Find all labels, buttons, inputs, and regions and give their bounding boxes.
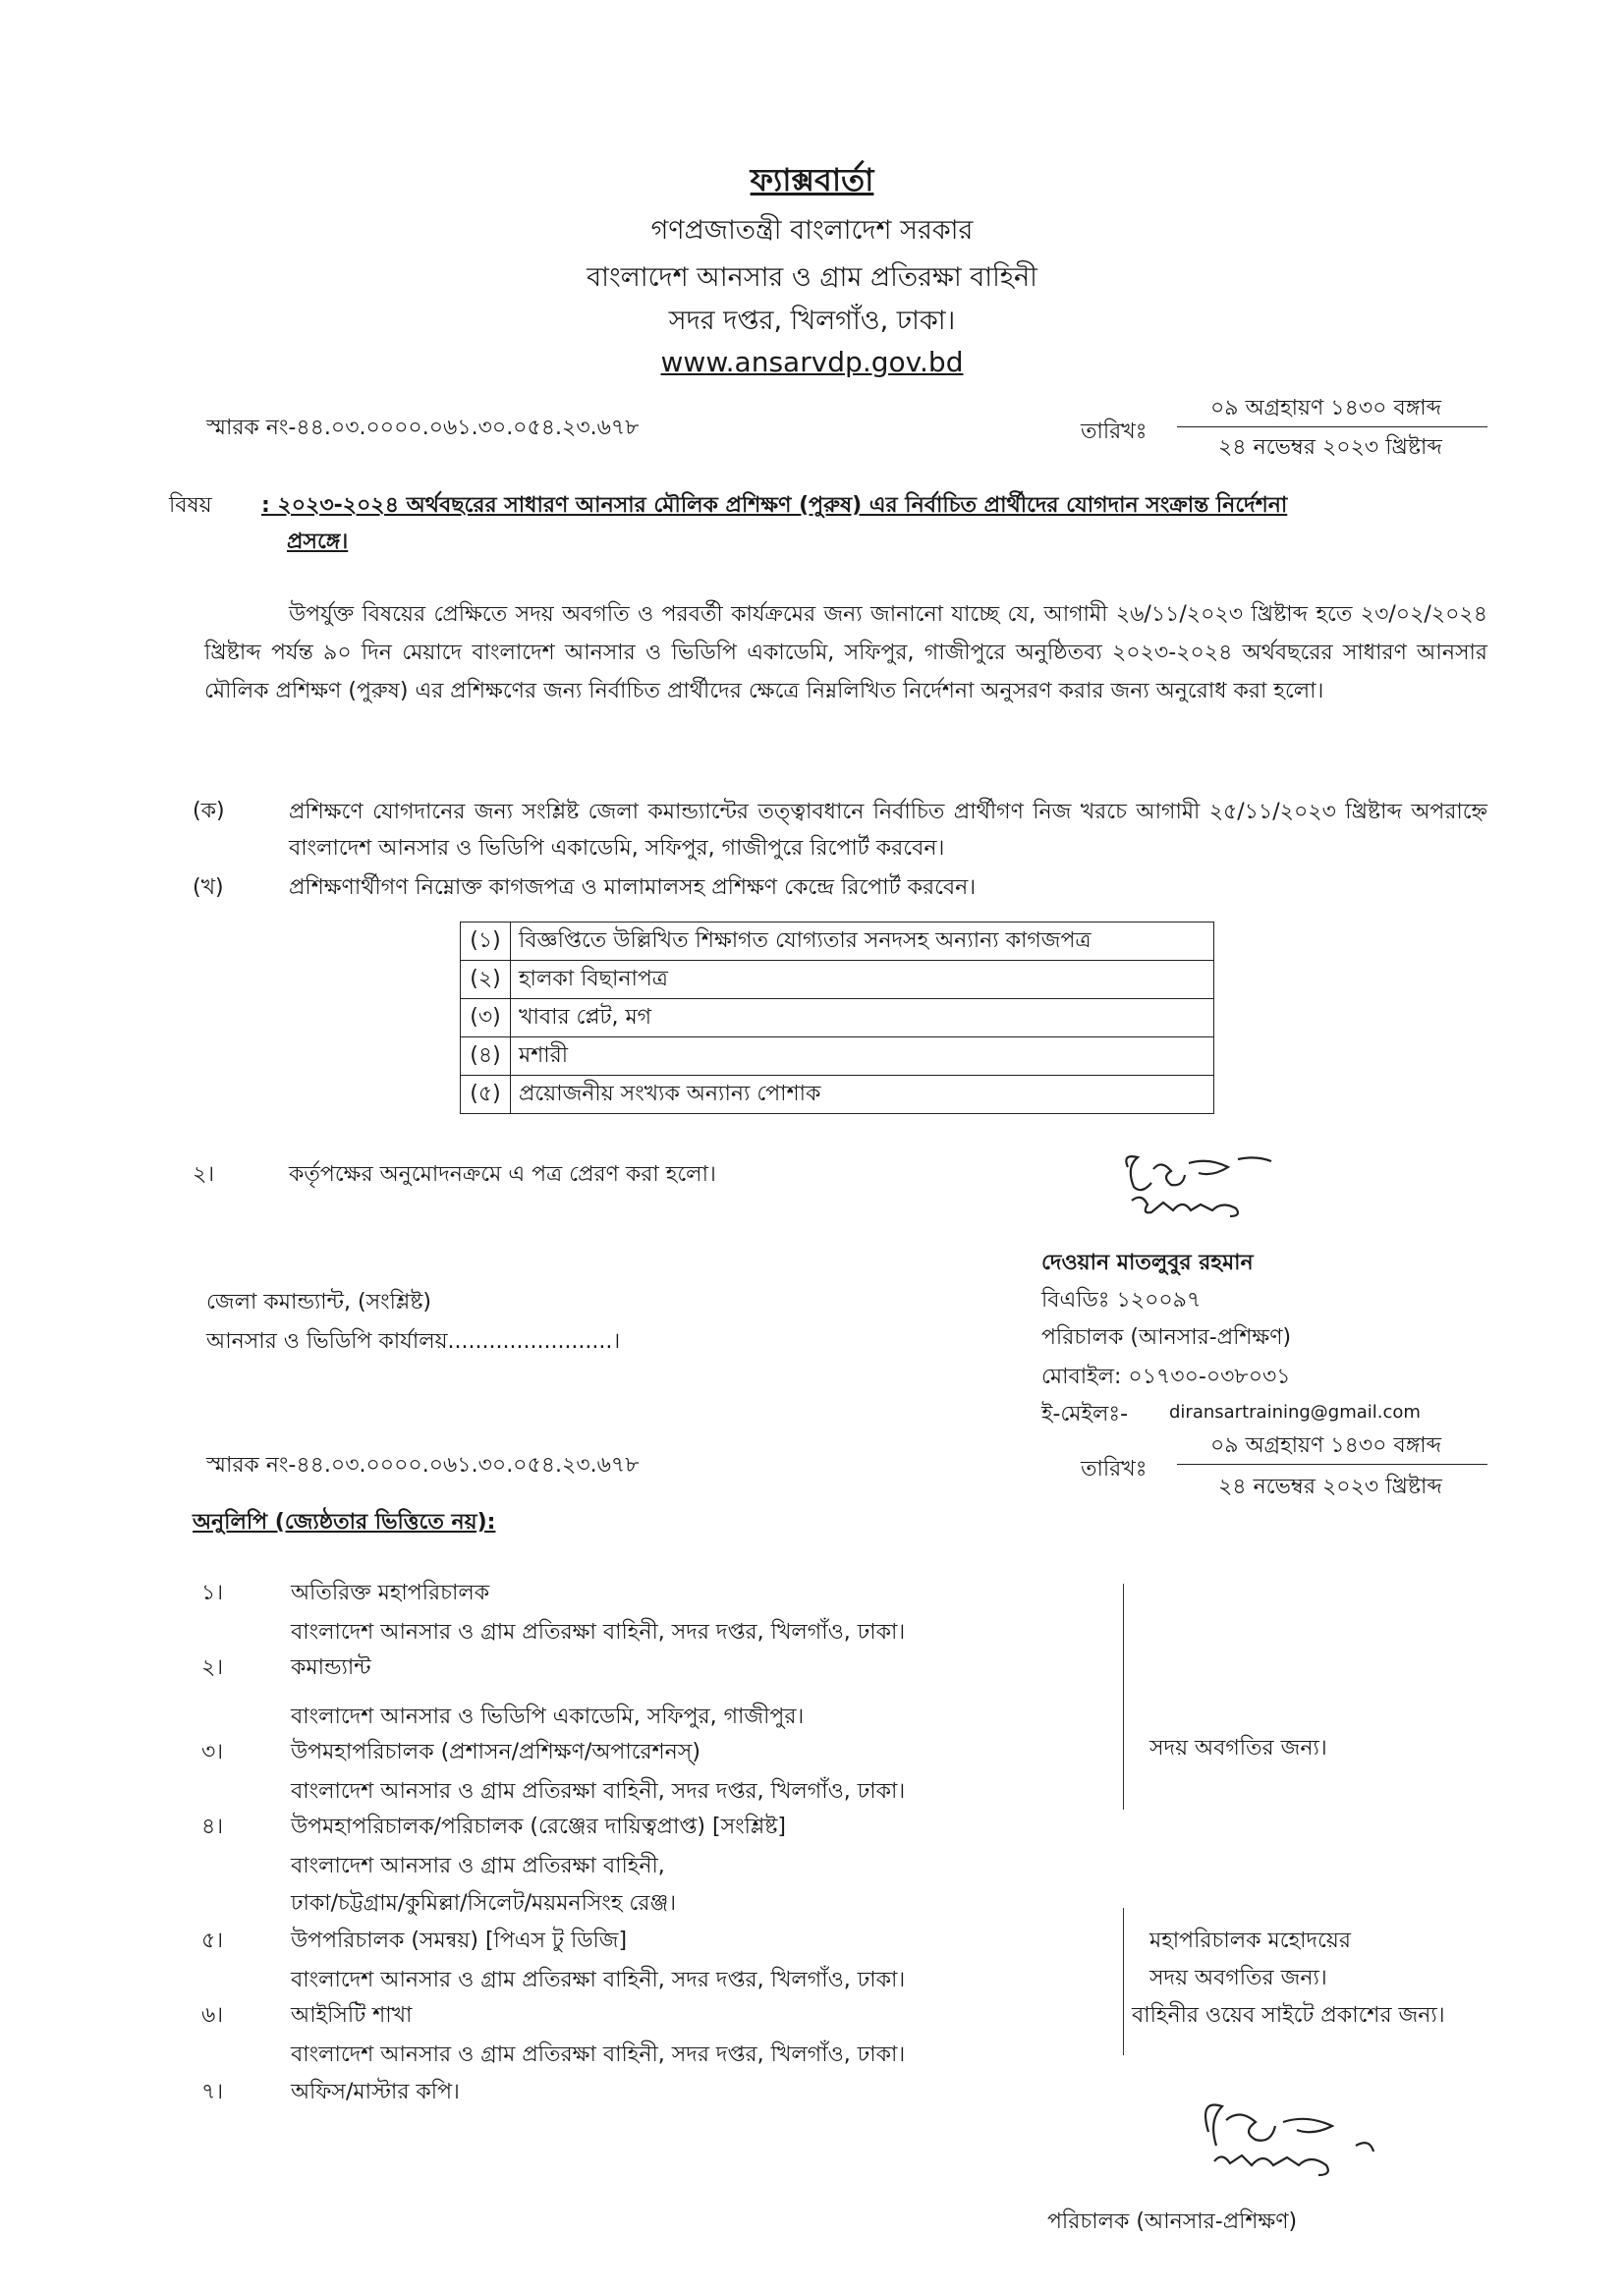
subject-label: বিষয় xyxy=(169,493,212,518)
signatory-email-label: ই-মেইলঃ- xyxy=(1041,1402,1129,1426)
office-address: সদর দপ্তর, খিলগাঁও, ঢাকা। xyxy=(668,306,956,336)
body-paragraph: উপর্যুক্ত বিষয়ের প্রেক্ষিতে সদয় অবগতি ও পরবর্তী কার্যক্রমের জন্য জানানো যাচ্ছে যে, আগামী ২৬/১১/২০২৩ খ্রিষ্টাব্দ হতে ২৩/০২/২০২৪ খ্রিষ্টাব্দ পর্যন্ত ৯০ দিন মেয়াদে বাংলাদেশ আনসার ও ভিডিপি একাডেমি, সফিপুর, গাজীপুরে অনুষ্ঠিতব্য ২০২৩-২০২৪ অর্থবছরের সাধারণ আনসার মৌলিক প্রশিক্ষণ (পুরুষ) এর প্রশিক্ষণের জন্য নির্বাচিত প্রার্থীদের ক্ষেত্রে নিম্নলিখিত নির্দেশনা অনুসরণ করার জন্য অনুরোধ করা হলো। xyxy=(204,602,1487,703)
subject-line: : ২০২৩-২০২৪ অর্থবছরের সাধারণ আনসার মৌলিক প্রশিক্ষণ (পুরুষ) এর নির্বাচিত প্রার্থীদের যোগদান সংক্রান্ত নির্দেশনা xyxy=(261,493,1288,518)
date-english: ২৪ নভেম্বর ২০২৩ খ্রিষ্টাব্দ xyxy=(1218,435,1442,460)
date-label: তারিখঃ xyxy=(1081,1457,1148,1482)
copy-heading: অনুলিপি (জ্যেষ্ঠতার ভিত্তিতে নয়): xyxy=(193,1510,496,1535)
copy-address: বাংলাদেশ আনসার ও গ্রাম প্রতিরক্ষা বাহিনী, সদর দপ্তর, খিলগাঁও, ঢাকা। xyxy=(291,2042,906,2067)
copy-title: অতিরিক্ত মহাপরিচালক xyxy=(291,1581,490,1605)
table-cell-number: (২) xyxy=(461,961,511,999)
recipient-office: আনসার ও ভিডিপি কার্যালয়........................। xyxy=(206,1329,621,1354)
note-separator xyxy=(1123,1908,1124,2055)
copy-number: ১। xyxy=(201,1581,224,1605)
copy-number: ৭। xyxy=(201,2080,224,2104)
table-row xyxy=(461,999,1214,1037)
copy-address: বাংলাদেশ আনসার ও গ্রাম প্রতিরক্ষা বাহিনী, সদর দপ্তর, খিলগাঁও, ঢাকা। xyxy=(291,1779,906,1804)
point-text: কর্তৃপক্ষের অনুমোদনক্রমে এ পত্র প্রেরণ করা হলো। xyxy=(289,1162,716,1187)
table-cell-item: বিজ্ঞপ্তিতে উল্লিখিত শিক্ষাগত যোগ্যতার সনদসহ অন্যান্য কাগজপত্র xyxy=(511,923,1214,961)
footer-designation: পরিচালক (আনসার-প্রশিক্ষণ) xyxy=(1047,2209,1298,2234)
copy-number: ৪। xyxy=(201,1815,224,1839)
table-cell-item: প্রয়োজনীয় সংখ্যক অন্যান্য পোশাক xyxy=(511,1076,1214,1114)
date-english: ২৪ নভেম্বর ২০২৩ খ্রিষ্টাব্দ xyxy=(1218,1475,1442,1499)
copy-title: উপপরিচালক (সমন্বয়) [পিএস টু ডিজি] xyxy=(291,1929,628,1953)
copy-note: সদয় অবগতির জন্য। xyxy=(1149,1736,1327,1761)
item-label: (ক) xyxy=(193,799,225,823)
government-name: গণপ্রজাতন্ত্রী বাংলাদেশ সরকার xyxy=(650,215,974,246)
required-items-table xyxy=(460,922,1214,1114)
table-cell-item: খাবার প্লেট, মগ xyxy=(511,999,1214,1037)
signature-image xyxy=(1189,2093,1405,2181)
memo-reference: স্মারক নং-৪৪.০৩.০০০০.০৬১.৩০.০৫৪.২৩.৬৭৮ xyxy=(206,416,640,440)
copy-title: কমান্ড্যান্ট xyxy=(291,1655,371,1680)
table-cell-number: (৪) xyxy=(461,1037,511,1076)
copy-address: বাংলাদেশ আনসার ও গ্রাম প্রতিরক্ষা বাহিনী, xyxy=(291,1854,665,1878)
table-cell-item: হালকা বিছানাপত্র xyxy=(511,961,1214,999)
note-separator xyxy=(1123,1584,1124,1810)
table-row xyxy=(461,961,1214,999)
date-bangla: ০৯ অগ্রহায়ণ ১৪৩০ বঙ্গাব্দ xyxy=(1210,396,1442,420)
signature-image xyxy=(1110,1149,1316,1228)
date-bangla: ০৯ অগ্রহায়ণ ১৪৩০ বঙ্গাব্দ xyxy=(1210,1433,1442,1458)
organization-name: বাংলাদেশ আনসার ও গ্রাম প্রতিরক্ষা বাহিনী xyxy=(587,262,1037,293)
signatory-mobile: মোবাইল: ০১৭৩০-০৩৮০৩১ xyxy=(1041,1365,1291,1389)
copy-number: ৬। xyxy=(201,2003,224,2028)
signatory-bd: বিএডিঃ ১২০০৯৭ xyxy=(1041,1288,1202,1313)
copy-note: বাহিনীর ওয়েব সাইটে প্রকাশের জন্য। xyxy=(1132,2003,1445,2028)
fax-title: ফ্যাক্সবার্তা xyxy=(750,161,874,198)
copy-title: উপমহাপরিচালক/পরিচালক (রেঞ্জের দায়িত্বপ্রাপ্ত) [সংশ্লিষ্ট] xyxy=(291,1815,787,1839)
copy-address: ঢাকা/চট্টগ্রাম/কুমিল্লা/সিলেট/ময়মনসিংহ রেঞ্জ। xyxy=(291,1891,677,1916)
copy-title: অফিস/মাস্টার কপি। xyxy=(291,2080,460,2104)
signatory-name: দেওয়ান মাতলুবুর রহমান xyxy=(1041,1251,1254,1275)
item-label: (খ) xyxy=(193,875,224,900)
table-row xyxy=(461,1076,1214,1114)
copy-note: মহাপরিচালক মহোদয়ের xyxy=(1149,1929,1351,1953)
copy-number: ২। xyxy=(201,1655,224,1680)
recipient-line: জেলা কমান্ড্যান্ট, (সংশ্লিষ্ট) xyxy=(206,1290,431,1314)
signatory-email[interactable]: diransartraining@gmail.com xyxy=(1169,1402,1421,1423)
point-number: ২। xyxy=(193,1162,215,1187)
copy-address: বাংলাদেশ আনসার ও ভিডিপি একাডেমি, সফিপুর, গাজীপুর। xyxy=(291,1705,805,1729)
subject-line-continued: প্রসঙ্গে। xyxy=(287,530,349,554)
table-row xyxy=(461,1037,1214,1076)
memo-reference: স্মারক নং-৪৪.০৩.০০০০.০৬১.৩০.০৫৪.২৩.৬৭৮ xyxy=(206,1453,640,1478)
website-link[interactable]: www.ansarvdp.gov.bd xyxy=(660,346,964,378)
date-label: তারিখঃ xyxy=(1081,419,1148,444)
copy-title: উপমহাপরিচালক (প্রশাসন/প্রশিক্ষণ/অপারেশনস্) xyxy=(291,1740,700,1764)
copy-title: আইসিটি শাখা xyxy=(291,2003,413,2028)
signatory-designation: পরিচালক (আনসার-প্রশিক্ষণ) xyxy=(1041,1325,1292,1350)
table-cell-number: (৫) xyxy=(461,1076,511,1114)
item-text: প্রশিক্ষণার্থীগণ নিম্নোক্ত কাগজপত্র ও মালামালসহ প্রশিক্ষণ কেন্দ্রে রিপোর্ট করবেন। xyxy=(289,875,977,900)
copy-address: বাংলাদেশ আনসার ও গ্রাম প্রতিরক্ষা বাহিনী, সদর দপ্তর, খিলগাঁও, ঢাকা। xyxy=(291,1968,906,1992)
table-row xyxy=(461,923,1214,961)
table-cell-number: (৩) xyxy=(461,999,511,1037)
copy-address: বাংলাদেশ আনসার ও গ্রাম প্রতিরক্ষা বাহিনী, সদর দপ্তর, খিলগাঁও, ঢাকা। xyxy=(291,1620,906,1645)
copy-number: ৩। xyxy=(201,1740,224,1764)
table-cell-number: (১) xyxy=(461,923,511,961)
table-cell-item: মশারী xyxy=(511,1037,1214,1076)
copy-note: সদয় অবগতির জন্য। xyxy=(1149,1966,1327,1990)
copy-number: ৫। xyxy=(201,1929,224,1953)
date-divider xyxy=(1177,426,1487,427)
item-text: প্রশিক্ষণে যোগদানের জন্য সংশ্লিষ্ট জেলা কমান্ড্যান্টের তত্ত্বাবধানে নির্বাচিত প্রার্থীগণ নিজ খরচে আগামী ২৫/১১/২০২৩ খ্রিষ্টাব্দ অপরাহ্নে বাংলাদেশ আনসার ও ভিডিপি একাডেমি, সফিপুর, গাজীপুরে রিপোর্ট করবেন। xyxy=(289,800,1487,861)
date-divider xyxy=(1177,1464,1487,1465)
